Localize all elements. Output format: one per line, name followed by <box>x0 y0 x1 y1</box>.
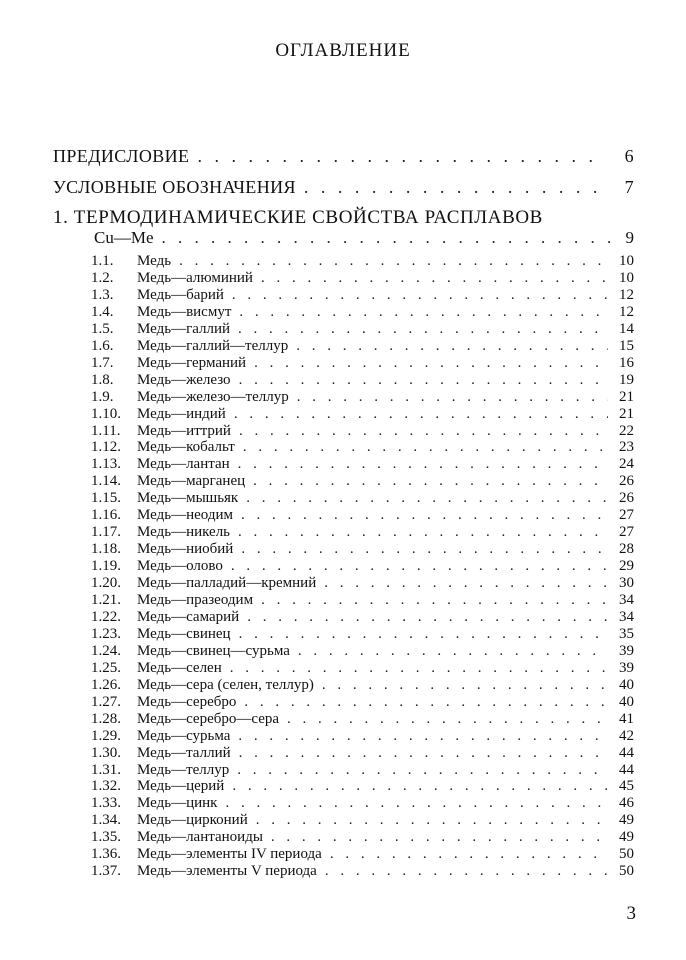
toc-entry-label: Медь—свинец—сурьма <box>137 642 290 659</box>
dot-leader <box>238 321 608 338</box>
toc-entry-number: 1.16. <box>91 507 121 524</box>
toc-entry-page: 29 <box>619 558 634 575</box>
toc-entry-number: 1.34. <box>91 812 121 829</box>
toc-entry-row <box>137 592 634 609</box>
dot-leader <box>225 795 608 812</box>
toc-entry-page: 42 <box>619 727 634 744</box>
dot-leader <box>238 728 608 745</box>
toc-entry-page: 49 <box>619 812 634 829</box>
toc-entry-row <box>137 507 634 524</box>
toc-entry-row <box>137 287 634 304</box>
toc-entry <box>0 677 686 694</box>
toc-entry <box>0 524 686 541</box>
toc-entry-number: 1.5. <box>91 320 114 337</box>
toc-entry-row <box>137 609 634 626</box>
toc-entry-label: Медь—теллур <box>137 761 230 778</box>
toc-entry-number: 1.24. <box>91 642 121 659</box>
chapter-title: 1. ТЕРМОДИНАМИЧЕСКИЕ СВОЙСТВА РАСПЛАВОВ <box>53 207 543 228</box>
toc-entry <box>0 762 686 779</box>
toc-entry-row <box>137 490 634 507</box>
dot-leader <box>261 270 608 287</box>
toc-entry-row <box>137 762 634 779</box>
toc-entry-page: 23 <box>619 439 634 456</box>
toc-entry-label: Медь—церий <box>137 778 225 795</box>
toc-entry-number: 1.25. <box>91 659 121 676</box>
toc-entry-number: 1.17. <box>91 524 121 541</box>
toc-entry-row <box>137 541 634 558</box>
toc-entry <box>0 694 686 711</box>
page-number: 3 <box>626 903 636 924</box>
toc-entry-label: Медь—галлий—теллур <box>137 337 289 354</box>
toc-entry <box>0 812 686 829</box>
toc-entry-number: 1.27. <box>91 693 121 710</box>
dot-leader <box>256 812 608 829</box>
dot-leader <box>261 592 608 609</box>
toc-entry <box>0 372 686 389</box>
toc-entry-row <box>137 677 634 694</box>
toc-entry-page: 45 <box>619 778 634 795</box>
toc-entry-number: 1.15. <box>91 490 121 507</box>
toc-entry <box>0 846 686 863</box>
toc-entry-label: Медь—железо <box>137 371 231 388</box>
toc-entry-row <box>137 711 634 728</box>
dot-leader <box>322 677 608 694</box>
toc-entry-number: 1.4. <box>91 303 114 320</box>
toc-entry-number: 1.14. <box>91 473 121 490</box>
toc-entry-page: 27 <box>619 507 634 524</box>
toc-entry-number: 1.36. <box>91 846 121 863</box>
toc-entry <box>0 711 686 728</box>
toc-entry <box>0 490 686 507</box>
toc-entry-label: Медь—неодим <box>137 507 233 524</box>
toc-entry-number: 1.31. <box>91 761 121 778</box>
toc-entry <box>0 795 686 812</box>
toc-entry-number: 1.20. <box>91 575 121 592</box>
toc-entry-row <box>137 338 634 355</box>
toc-entry-number: 1.22. <box>91 608 121 625</box>
toc-entry-label: Медь—самарий <box>137 608 240 625</box>
toc-entry-page: 15 <box>619 337 634 354</box>
toc-entry <box>0 439 686 456</box>
toc-entry-row <box>137 372 634 389</box>
toc-entry-label: Медь—иттрий <box>137 422 231 439</box>
toc-entry-label: Медь—никель <box>137 524 231 541</box>
toc-entry <box>0 321 686 338</box>
dot-leader <box>325 863 608 880</box>
toc-entry-row <box>137 829 634 846</box>
toc-entry-row <box>137 473 634 490</box>
toc-entry-number: 1.6. <box>91 337 114 354</box>
toc-entry-page: 12 <box>619 286 634 303</box>
dot-leader <box>231 558 608 575</box>
toc-entry-page: 6 <box>624 146 634 166</box>
toc-entry-row <box>137 728 634 745</box>
dot-leader <box>239 372 608 389</box>
toc-entry-preface <box>53 146 634 167</box>
toc-entry <box>0 575 686 592</box>
toc-entry-page: 28 <box>619 541 634 558</box>
toc-entry-row <box>137 253 634 270</box>
toc-entry-row <box>137 270 634 287</box>
toc-entry-label: Медь—германий <box>137 354 247 371</box>
toc-entry <box>0 456 686 473</box>
toc-entry-number: 1.10. <box>91 405 121 422</box>
toc-entry-page: 19 <box>619 371 634 388</box>
toc-entry-page: 39 <box>619 642 634 659</box>
toc-entry <box>0 863 686 880</box>
toc-entry-page: 44 <box>619 761 634 778</box>
toc-entry-label: Медь—олово <box>137 558 223 575</box>
toc-entry-row <box>137 643 634 660</box>
toc-entry-row <box>137 456 634 473</box>
toc-entry-page: 30 <box>619 575 634 592</box>
toc-entry-row <box>137 524 634 541</box>
toc-entry-number: 1.3. <box>91 286 114 303</box>
toc-entry-row <box>137 406 634 423</box>
dot-leader <box>239 745 608 762</box>
toc-entry-number: 1.12. <box>91 439 121 456</box>
chapter-subtitle-line <box>94 228 634 248</box>
toc-entry <box>0 253 686 270</box>
toc-entry-number: 1.29. <box>91 727 121 744</box>
dot-leader <box>230 660 608 677</box>
dot-leader <box>238 456 608 473</box>
dot-leader <box>243 439 608 456</box>
dot-leader <box>232 778 608 795</box>
chapter-subtitle: Cu—Me <box>94 228 154 247</box>
toc-entry-page: 49 <box>619 829 634 846</box>
toc-entry-label: Медь—серебро <box>137 693 237 710</box>
toc-entry <box>0 338 686 355</box>
toc-entry-row <box>137 626 634 643</box>
toc-entry-page: 10 <box>619 269 634 286</box>
toc-entry-notation <box>53 177 634 198</box>
toc-entry-page: 26 <box>619 490 634 507</box>
toc-entry-row <box>137 304 634 321</box>
toc-entry-page: 22 <box>619 422 634 439</box>
dot-leader <box>241 507 608 524</box>
toc-entry-label: Медь—серебро—сера <box>137 710 280 727</box>
toc-entry-number: 1.13. <box>91 456 121 473</box>
toc-entry-page: 50 <box>619 863 634 880</box>
toc-entry-number: 1.2. <box>91 269 114 286</box>
toc-entry-label: Медь—цинк <box>137 795 218 812</box>
dot-leader <box>239 626 608 643</box>
dot-leader <box>232 287 608 304</box>
dot-leader <box>271 829 608 846</box>
toc-entry-row <box>137 439 634 456</box>
toc-entry <box>0 406 686 423</box>
toc-entry <box>0 660 686 677</box>
toc-entry-label: Медь—сера (селен, теллур) <box>137 676 314 693</box>
chapter-page: 9 <box>625 228 634 247</box>
toc-entry <box>0 745 686 762</box>
toc-entry-page: 21 <box>619 405 634 422</box>
toc-entry-row <box>137 846 634 863</box>
toc-entry-number: 1.9. <box>91 388 114 405</box>
toc-entry-number: 1.11. <box>91 422 121 439</box>
toc-entry-number: 1.32. <box>91 778 121 795</box>
toc-entry-label: Медь—мышьяк <box>137 490 239 507</box>
toc-entry-number: 1.7. <box>91 354 114 371</box>
toc-entry-label: Медь—железо—теллур <box>137 388 289 405</box>
dot-leader <box>296 338 608 355</box>
toc-entry-page: 39 <box>619 659 634 676</box>
toc-entry-page: 40 <box>619 676 634 693</box>
toc-entry-number: 1.37. <box>91 863 121 880</box>
toc-entry-page: 21 <box>619 388 634 405</box>
toc-entry-row <box>137 812 634 829</box>
toc-entry <box>0 609 686 626</box>
dot-leader <box>234 406 608 423</box>
dot-leader <box>287 711 608 728</box>
toc-entry-page: 14 <box>619 320 634 337</box>
toc-entry-page: 50 <box>619 846 634 863</box>
toc-entry <box>0 423 686 440</box>
toc-entry-label: Медь—индий <box>137 405 226 422</box>
toc-entry-number: 1.23. <box>91 625 121 642</box>
toc-entry-row <box>137 423 634 440</box>
toc-entry-page: 10 <box>619 253 634 269</box>
toc-entry-label: Медь—алюминий <box>137 269 253 286</box>
toc-entry-label: Медь—лантаноиды <box>137 829 263 846</box>
dot-leader <box>244 694 608 711</box>
toc-entry-row <box>137 795 634 812</box>
toc-entry-label: Медь—ниобий <box>137 541 234 558</box>
toc-entry-label: Медь <box>137 253 172 269</box>
toc-entry <box>0 355 686 372</box>
toc-entry-row <box>137 389 634 406</box>
toc-entry <box>0 473 686 490</box>
toc-entry-page: 44 <box>619 744 634 761</box>
toc-entry <box>0 592 686 609</box>
toc-entry-page: 12 <box>619 303 634 320</box>
toc-title: ОГЛАВЛЕНИЕ <box>275 40 411 61</box>
toc-entry <box>0 829 686 846</box>
dot-leader <box>298 643 608 660</box>
toc-entry <box>0 558 686 575</box>
toc-entry-label: ПРЕДИСЛОВИЕ <box>53 146 190 166</box>
toc-entry-row <box>137 660 634 677</box>
toc-entry-row <box>137 321 634 338</box>
toc-entry <box>0 541 686 558</box>
toc-entry <box>0 389 686 406</box>
toc-entry-label: Медь—лантан <box>137 456 230 473</box>
toc-entry-row <box>137 745 634 762</box>
toc-entry-page: 26 <box>619 473 634 490</box>
toc-entry-label: Медь—барий <box>137 286 224 303</box>
toc-entry-label: Медь—селен <box>137 659 222 676</box>
toc-entry-page: 24 <box>619 456 634 473</box>
toc-entry-row <box>137 355 634 372</box>
toc-entry <box>0 643 686 660</box>
toc-entry-label: Медь—цирконий <box>137 812 248 829</box>
toc-entry <box>0 270 686 287</box>
toc-entry-label: Медь—палладий—кремний <box>137 575 317 592</box>
toc-entry-label: Медь—марганец <box>137 473 246 490</box>
toc-entry-label: Медь—элементы V периода <box>137 863 317 880</box>
toc-entry-page: 35 <box>619 625 634 642</box>
dot-leader <box>237 762 608 779</box>
toc-entry <box>0 304 686 321</box>
toc-entry-label: Медь—празеодим <box>137 592 254 608</box>
dot-leader <box>254 355 608 372</box>
toc-entry <box>0 778 686 795</box>
toc-entry-number: 1.8. <box>91 371 114 388</box>
toc-entry-row <box>137 694 634 711</box>
toc-entry-row <box>137 863 634 880</box>
toc-entry-number: 1.26. <box>91 676 121 693</box>
toc-entry-page: 7 <box>624 177 634 197</box>
dot-leader <box>253 473 608 490</box>
toc-entry <box>0 728 686 745</box>
toc-entry-number: 1.19. <box>91 558 121 575</box>
toc-entry-page: 34 <box>619 592 634 608</box>
dot-leader <box>179 253 608 270</box>
toc-entry <box>0 507 686 524</box>
dot-leader <box>297 389 608 406</box>
toc-entry-number: 1.30. <box>91 744 121 761</box>
toc-entry-label: УСЛОВНЫЕ ОБОЗНАЧЕНИЯ <box>53 177 296 197</box>
toc-entry-number: 1.35. <box>91 829 121 846</box>
toc-entry-number: 1.18. <box>91 541 121 558</box>
toc-entry-page: 46 <box>619 795 634 812</box>
dot-leader <box>324 575 608 592</box>
toc-entry-number: 1.33. <box>91 795 121 812</box>
toc-entry <box>0 626 686 643</box>
dot-leader <box>247 609 608 626</box>
dot-leader <box>304 177 606 198</box>
dot-leader <box>239 423 608 440</box>
dot-leader <box>162 228 622 248</box>
toc-entry-label: Медь—кобальт <box>137 439 235 456</box>
dot-leader <box>241 541 608 558</box>
toc-entry-number: 1.21. <box>91 592 121 608</box>
dot-leader <box>246 490 608 507</box>
toc-entry-row <box>137 558 634 575</box>
toc-entry-number: 1.28. <box>91 710 121 727</box>
toc-entry-label: Медь—таллий <box>137 744 231 761</box>
toc-entry-row <box>137 575 634 592</box>
toc-entry-label: Медь—галлий <box>137 320 231 337</box>
toc-entry-page: 16 <box>619 354 634 371</box>
toc-entry-number: 1.1. <box>91 253 114 269</box>
toc-entry <box>0 287 686 304</box>
toc-entry-label: Медь—свинец <box>137 625 231 642</box>
dot-leader <box>239 304 608 321</box>
toc-entry-page: 34 <box>619 608 634 625</box>
toc-entry-label: Медь—сурьма <box>137 727 231 744</box>
toc-entry-label: Медь—висмут <box>137 303 232 320</box>
toc-entry-page: 40 <box>619 693 634 710</box>
toc-entry-page: 27 <box>619 524 634 541</box>
toc-entry-page: 41 <box>619 710 634 727</box>
dot-leader <box>238 524 608 541</box>
toc-entry-row <box>137 778 634 795</box>
dot-leader <box>330 846 608 863</box>
toc-entry-label: Медь—элементы IV периода <box>137 846 322 863</box>
dot-leader <box>197 146 606 167</box>
